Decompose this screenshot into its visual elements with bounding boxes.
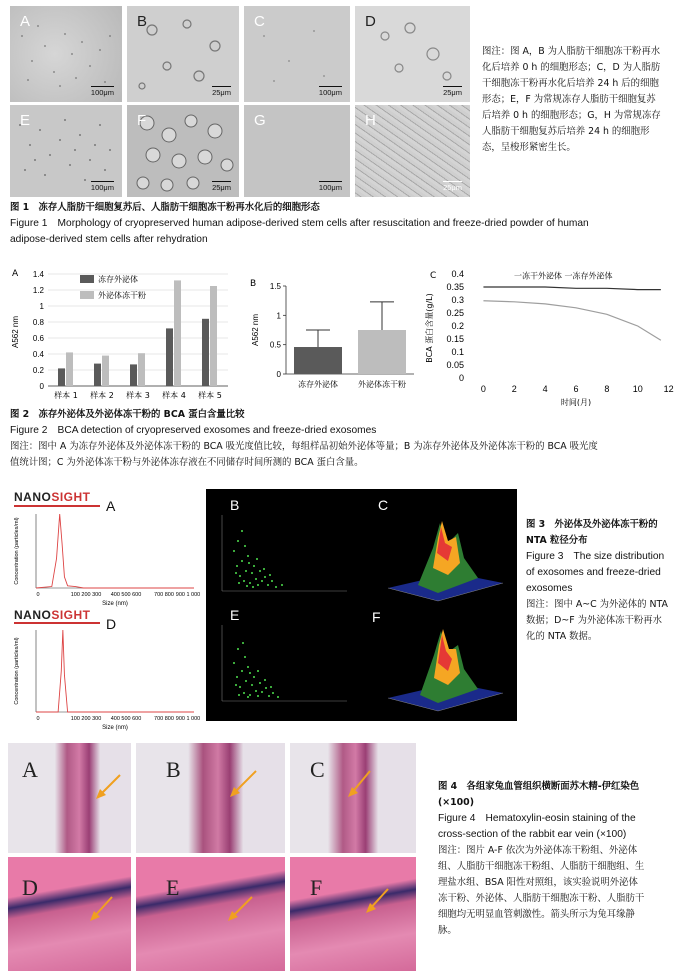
chart-a — [8, 264, 233, 404]
figure-1-title-en: Figure 1 Morphology of cryopreserved human adipose-derived stem cells after resuscitation and freeze-dried powder of human adipose-derived stem cells after rehydration — [10, 218, 589, 245]
note-line: 图注：图 A，B 为人脂肪干细胞冻干粉再水 — [482, 46, 661, 57]
distribution-line — [36, 630, 194, 712]
nta-label-c: C — [378, 497, 389, 513]
scale-bar: 100μm — [318, 88, 342, 97]
histology-f — [290, 857, 416, 971]
y-tick-label: 0.05 — [446, 360, 464, 370]
surface-plot-f — [378, 623, 508, 713]
scale-bar: 100μm — [90, 183, 114, 192]
x-tick-label: 6 — [573, 384, 579, 394]
histology-b — [136, 743, 285, 853]
note-line: 人脂肪干细胞复苏后培养 24 h 的细胞形 — [482, 126, 650, 137]
micrograph-d — [355, 6, 470, 102]
chart-panel-label: A — [12, 269, 19, 279]
x-tick-label: 冻存外泌体 — [298, 380, 338, 389]
y-tick-label: 0.4 — [32, 350, 44, 359]
bar-cryo — [166, 328, 173, 386]
x-axis-label: 时间(月) — [560, 398, 592, 406]
panel-label: H — [365, 112, 376, 129]
scale-bar: 100μm — [90, 88, 114, 97]
y-axis-label: A562 nm — [11, 315, 20, 349]
nta-brand-d: NANOSIGHT — [14, 608, 91, 622]
y-tick-label: 0.1 — [451, 347, 464, 357]
bar-freeze-dried — [174, 280, 181, 386]
series-line-freeze-dried — [483, 287, 660, 290]
figure-2-title-cn: 图 2 冻存外泌体及外泌体冻干粉的 BCA 蛋白含量比较 — [10, 409, 245, 420]
y-axis-label: Concentration (particles/ml) — [14, 517, 20, 585]
nta-label-a: A — [106, 498, 116, 514]
panel-label: C — [254, 13, 265, 30]
note-line: 后培养 0 h 的细胞形态；G，H 为常规冻存 — [482, 110, 661, 121]
note-line: 态，呈梭形紧密生长。 — [482, 142, 576, 153]
nta-label-b: B — [230, 497, 240, 513]
histology-e — [136, 857, 285, 971]
legend-label: 冻存外泌体 — [98, 275, 138, 284]
scatter-plot-b — [212, 511, 352, 603]
figure-2-note: 图注：图中 A 为冻存外泌体及外泌体冻干粉的 BCA 吸光度值比较，每组样品初始外泌体等量；B 为冻存外泌体及外泌体冻干粉的 BCA 吸光度 值统计图；C 为外泌体冻干粉与外泌体冻存液在不同储存时间所测的 BCA 蛋白含量。 — [10, 441, 598, 468]
x-tick-label: 外泌体冻干粉 — [358, 380, 406, 389]
nta-label-e: E — [230, 607, 240, 623]
scale-bar: 100μm — [318, 183, 342, 192]
note-line: 形态；E，F 为常规冻存人脂肪干细胞复苏 — [482, 94, 656, 105]
arrow-icon — [290, 743, 416, 853]
panel-label: B — [137, 13, 148, 30]
scale-bar: 25μm — [212, 183, 231, 192]
y-tick-label: 0.6 — [32, 334, 44, 343]
legend-text: 一冻干外泌体 一冻存外泌体 — [514, 271, 613, 281]
nta-black-panel — [206, 489, 517, 721]
x-tick-label: 2 — [511, 384, 517, 394]
x-axis-label: Size (nm) — [102, 725, 128, 731]
arrow-icon — [8, 857, 131, 971]
panel-label: G — [254, 112, 266, 129]
chart-c — [422, 266, 687, 406]
x-tick-label: 700 800 — [154, 716, 174, 722]
x-tick-label: 0 — [36, 716, 40, 722]
bar-cryo — [202, 319, 209, 386]
legend-swatch — [80, 291, 94, 299]
y-tick-label: 1 — [39, 302, 44, 311]
scale-bar: 25μm — [443, 183, 462, 192]
x-tick-label: 8 — [604, 384, 610, 394]
bar-cryo — [58, 368, 65, 386]
series-line-cryo — [483, 301, 660, 341]
bar-freeze-dried — [102, 356, 109, 386]
arrow-icon — [136, 743, 285, 853]
y-tick-label: 0.3 — [451, 295, 464, 305]
nta-label-d: D — [106, 616, 117, 632]
y-tick-label: 0.25 — [446, 308, 464, 318]
micrograph-h — [355, 105, 470, 197]
x-tick-label: 900 1 000 — [175, 592, 201, 598]
x-axis-label: Size (nm) — [102, 601, 128, 607]
micrograph-f — [127, 105, 239, 197]
bar-cryo — [94, 364, 101, 386]
x-tick-label: 10 — [632, 384, 643, 394]
panel-label: F — [137, 112, 147, 129]
panel-label: F — [310, 875, 323, 900]
x-tick-label: 样本 3 — [126, 391, 150, 400]
x-tick-label: 4 — [542, 384, 548, 394]
y-tick-label: 0.5 — [269, 340, 281, 350]
figure-3-caption: 图 3 外泌体及外泌体冻干粉的 NTA 粒径分布 Figure 3 The size distribution of exosomes and freeze-dried exosomes 图注：图中 A~C 为外泌体的 NTA 数据；D~F 为外泌体冻干粉再水 化的 NTA 数据。 — [526, 519, 668, 642]
panel-label: E — [166, 875, 180, 900]
legend-label: 外泌体冻干粉 — [98, 291, 146, 300]
arrow-icon — [290, 857, 416, 971]
chart-panel-label: B — [250, 279, 257, 289]
nta-brand-a: NANOSIGHT — [14, 490, 91, 504]
y-tick-label: 0.4 — [451, 269, 464, 279]
y-axis-label: BCA 蛋白含量(g/L) — [425, 293, 434, 363]
nta-chart-d — [8, 624, 203, 734]
x-tick-label: 400 500 600 — [110, 716, 142, 722]
y-tick-label: 1.2 — [32, 286, 44, 295]
distribution-line — [36, 514, 194, 588]
histology-d — [8, 857, 131, 971]
figure-1-title-cn: 图 1 冻存人脂肪干细胞复苏后、人脂肪干细胞冻干粉再水化后的细胞形态 — [10, 202, 320, 213]
x-tick-label: 900 1 000 — [175, 716, 201, 722]
y-tick-label: 0 — [276, 370, 281, 379]
x-tick-label: 样本 5 — [198, 391, 222, 400]
y-axis-label: A562 nm — [251, 313, 260, 347]
note-line: 化后培养 0 h 的细胞形态；C，D 为人脂肪 — [482, 62, 661, 73]
bar-freeze-dried — [66, 352, 73, 386]
x-tick-label: 样本 2 — [90, 391, 114, 400]
scale-bar: 25μm — [212, 88, 231, 97]
x-tick-label: 样本 4 — [162, 391, 186, 400]
y-tick-label: 0.8 — [32, 318, 44, 327]
x-tick-label: 12 — [663, 384, 674, 394]
y-tick-label: 0 — [458, 373, 464, 383]
scatter-plot-e — [212, 621, 352, 713]
bar-freeze-dried — [210, 286, 217, 386]
bar — [294, 347, 342, 374]
figure-1-note — [482, 44, 688, 156]
figure-4-caption: 图 4 各组家兔血管组织横断面苏木精-伊红染色 (×100) Figure 4 Hematoxylin-eosin staining of the cross-section of the rabbit ear vein (×100) 图注：图片 A-F 依次为外泌体冻干粉组、外泌体 组、人脂肪干细胞冻干粉组、人脂肪干细胞组、生 理盐水组、BSA 阳性对照组，该实验说明外泌体 冻干粉、外泌体、人脂肪干细胞冻干粉、人脂肪干 细胞均无明显血管刺激性。箭头所示为兔耳缘静 脉。 — [438, 781, 645, 936]
micrograph-c — [244, 6, 350, 102]
panel-label: D — [365, 13, 376, 30]
y-tick-label: 0.15 — [446, 334, 464, 344]
surface-plot-c — [378, 513, 508, 603]
bar-cryo — [130, 364, 137, 386]
nta-brand-underline — [14, 505, 100, 507]
figure-2-title-en: Figure 2 BCA detection of cryopreserved exosomes and freeze-dried exosomes — [10, 425, 377, 436]
y-tick-label: 0.2 — [451, 321, 464, 331]
y-tick-label: 0.35 — [446, 282, 464, 292]
y-tick-label: 1 — [276, 311, 281, 321]
arrow-icon — [136, 857, 285, 971]
histology-a — [8, 743, 131, 853]
scale-bar: 25μm — [443, 88, 462, 97]
micrograph-e — [10, 105, 122, 197]
micrograph-a — [10, 6, 122, 102]
bar — [358, 330, 406, 374]
nta-label-f: F — [372, 609, 381, 625]
panel-label: A — [22, 757, 38, 782]
x-tick-label: 样本 1 — [54, 391, 78, 400]
micrograph-b — [127, 6, 239, 102]
x-tick-label: 0 — [36, 592, 40, 598]
x-tick-label: 100 200 300 — [70, 716, 102, 722]
bar-freeze-dried — [138, 353, 145, 386]
x-tick-label: 700 800 — [154, 592, 174, 598]
micrograph-g — [244, 105, 350, 197]
panel-label: A — [20, 13, 31, 30]
x-tick-label: 400 500 600 — [110, 592, 142, 598]
nta-chart-a — [8, 508, 203, 610]
x-tick-label: 0 — [480, 384, 486, 394]
note-line: 干细胞冻干粉再水化后培养 24 h 后的细胞 — [482, 78, 659, 89]
legend-swatch — [80, 275, 94, 283]
y-tick-label: 1.4 — [32, 270, 44, 279]
panel-label: E — [20, 112, 31, 129]
x-tick-label: 100 200 300 — [70, 592, 102, 598]
y-tick-label: 0.2 — [32, 366, 44, 375]
panel-label: C — [310, 757, 325, 782]
chart-b — [248, 274, 418, 398]
panel-label: B — [166, 757, 181, 782]
histology-c — [290, 743, 416, 853]
y-tick-label: 1.5 — [269, 282, 281, 291]
panel-label: D — [22, 875, 38, 900]
arrow-icon — [8, 743, 131, 853]
chart-panel-label: C — [430, 271, 437, 281]
y-axis-label: Concentration (particles/ml) — [14, 637, 20, 705]
y-tick-label: 0 — [39, 382, 44, 391]
